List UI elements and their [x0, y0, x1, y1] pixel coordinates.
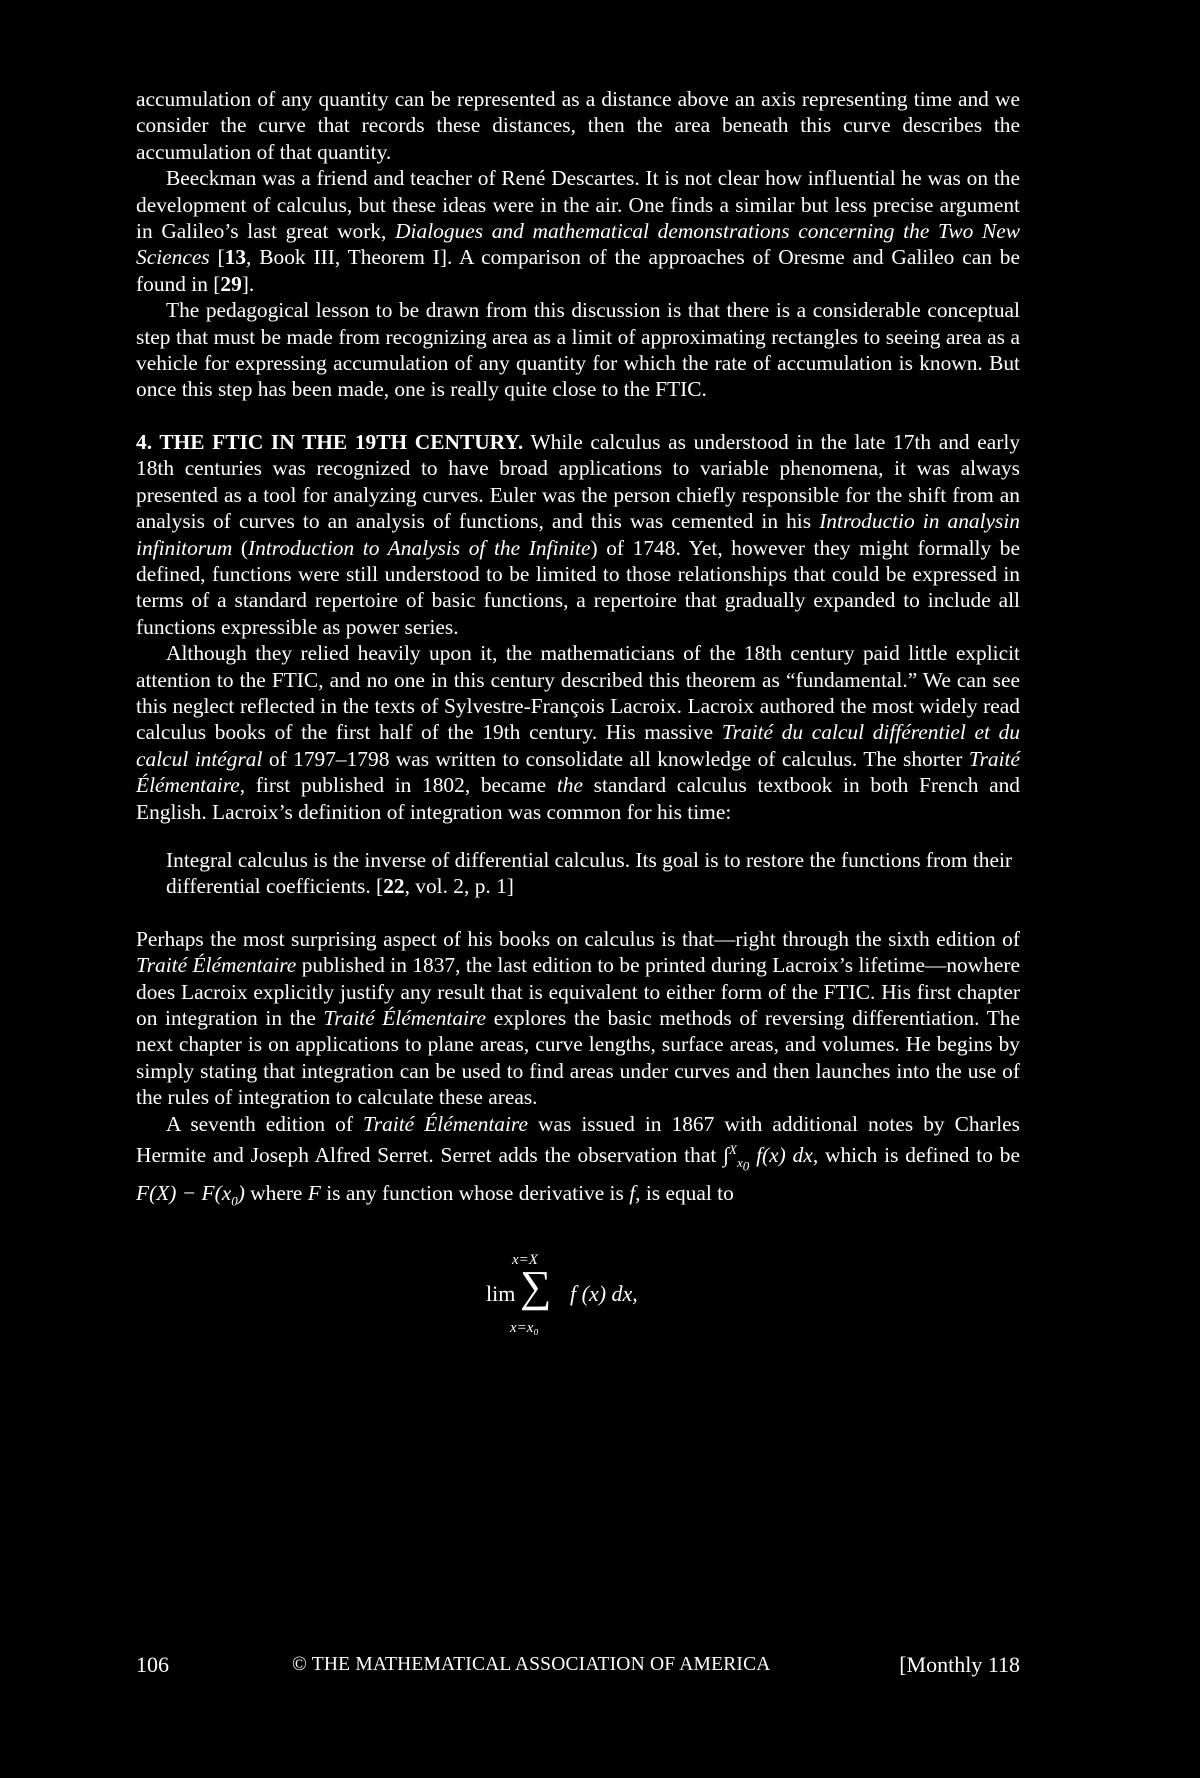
publisher-line: © THE MATHEMATICAL ASSOCIATION OF AMERICA: [292, 1654, 771, 1675]
paragraph-seventh-edition: A seventh edition of Traité Élémentaire was issued in 1867 with additional notes by Charles Hermite and Joseph Alfred Serret. Serret adds the observation that ∫$^X_{x_0}$ f(x) dx, which is defined to be $F(X) - F(x_0)$ where F is any function whose derivative is f, is equal to: [136, 1111, 1020, 1209]
book-title-galileo: Dialogues and mathematical demonstrations concerning the Two New Sciences: [136, 219, 1020, 270]
block-quote: Integral calculus is the inverse of differential calculus. Its goal is to restore the functions from their differential coefficients. [22, vol. 2, p. 1]: [166, 847, 1013, 899]
book-title-introductio: Introductio in analysin infinitorum: [136, 509, 1020, 560]
sum-lower-limit: x=x₀: [510, 1320, 539, 1337]
book-title-traite-calcul: Traité du calcul différentiel et du calcul intégral: [136, 720, 1020, 771]
book-title-introduction: Introduction to Analysis of the Infinite: [248, 535, 591, 560]
display-equation: [136, 1243, 1020, 1353]
paragraph-surprising: Perhaps the most surprising aspect of his books on calculus is that—right through the sixth edition of Traité Élémentaire published in 1837, the last edition to be printed during Lacroix’s lifetime—nowhere does Lacroix explicitly justify any result that is equivalent to either form of the FTIC. His first chapter on integration in the Traité Élémentaire explores the basic methods of reversing differentiation. The next chapter is on applications to plane areas, curve lengths, surface areas, and volumes. He begins by simply stating that integration can be used to find areas under curves and then launches into the use of the rules of integration to calculate these areas.: [136, 926, 1020, 1110]
section-heading: 4. THE FTIC IN THE 19TH CENTURY.: [136, 429, 524, 454]
paragraph-beeckman: Beeckman was a friend and teacher of René Descartes. It is not clear how influential he was on the development of calculus, but these ideas were in the air. One finds a similar but less precise argument in Galileo’s last great work, Dialogues and mathematical demonstrations concerning the Two New Sciences [13, Book III, Theorem I]. A comparison of the approaches of Oresme and Galileo can be found in [29].: [136, 166, 1020, 296]
sigma-symbol: ∑: [520, 1262, 552, 1312]
citation-22[interactable]: 22: [383, 874, 405, 899]
paragraph-pedagogical: The pedagogical lesson to be drawn from this discussion is that there is a considerable conceptual step that must be made from recognizing area as a limit of approximating rectangles to seeing area as a vehicle for expressing accumulation of any quantity for which the rate of accumulation is known. But once this step has been made, one is really quite close to the FTIC.: [136, 298, 1020, 402]
page-number: 106: [136, 1652, 169, 1677]
citation-29[interactable]: 29: [220, 271, 242, 296]
paragraph-lacroix: Although they relied heavily upon it, the mathematicians of the 18th century paid little explicit attention to the FTIC, and no one in this century described this theorem as “fundamental.” We can see this neglect reflected in the texts of Sylvestre-François Lacroix. Lacroix authored the most widely read calculus books of the first half of the 19th century. His massive Traité du calcul différentiel et du calcul intégral of 1797–1798 was written to consolidate all knowledge of calculus. The shorter Traité Élémentaire, first published in 1802, became the standard calculus textbook in both French and English. Lacroix’s definition of integration was common for his time:: [136, 641, 1020, 824]
citation-13[interactable]: 13: [224, 245, 247, 270]
page-body: [136, 86, 1020, 1353]
paragraph-accumulation: accumulation of any quantity can be represented as a distance above an axis representing time and we consider the curve that records these distances, then the area beneath this curve describes the accumulation of that quantity.: [136, 87, 1020, 164]
lim-operator: lim: [486, 1281, 516, 1307]
book-title-traite-elementaire: Traité Élémentaire: [136, 746, 1020, 798]
journal-label: [Monthly 118: [899, 1652, 1020, 1677]
inline-expression: $F(X) - F(x_0)$: [136, 1181, 245, 1209]
sum-upper-limit: x=X: [512, 1252, 538, 1269]
inline-integral: ∫$^X_{x_0}$ f(x) dx: [723, 1142, 813, 1175]
section-4: 4. THE FTIC IN THE 19TH CENTURY. While calculus as understood in the late 17th and early 18th centuries was recognized to have broad applications to variable phenomena, it was always presented as a tool for analyzing curves. Euler was the person chiefly responsible for the shift from an analysis of curves to an analysis of functions, and this was cemented in his Introductio in analysin infinitorum (Introduction to Analysis of the Infinite) of 1748. Yet, however they might formally be defined, functions were still understood to be limited to those relationships that could be expressed in terms of a standard repertoire of basic functions, a repertoire that gradually expanded to include all functions expressible as power series.: [136, 429, 1021, 639]
sum-integrand: f (x) dx,: [570, 1281, 638, 1307]
